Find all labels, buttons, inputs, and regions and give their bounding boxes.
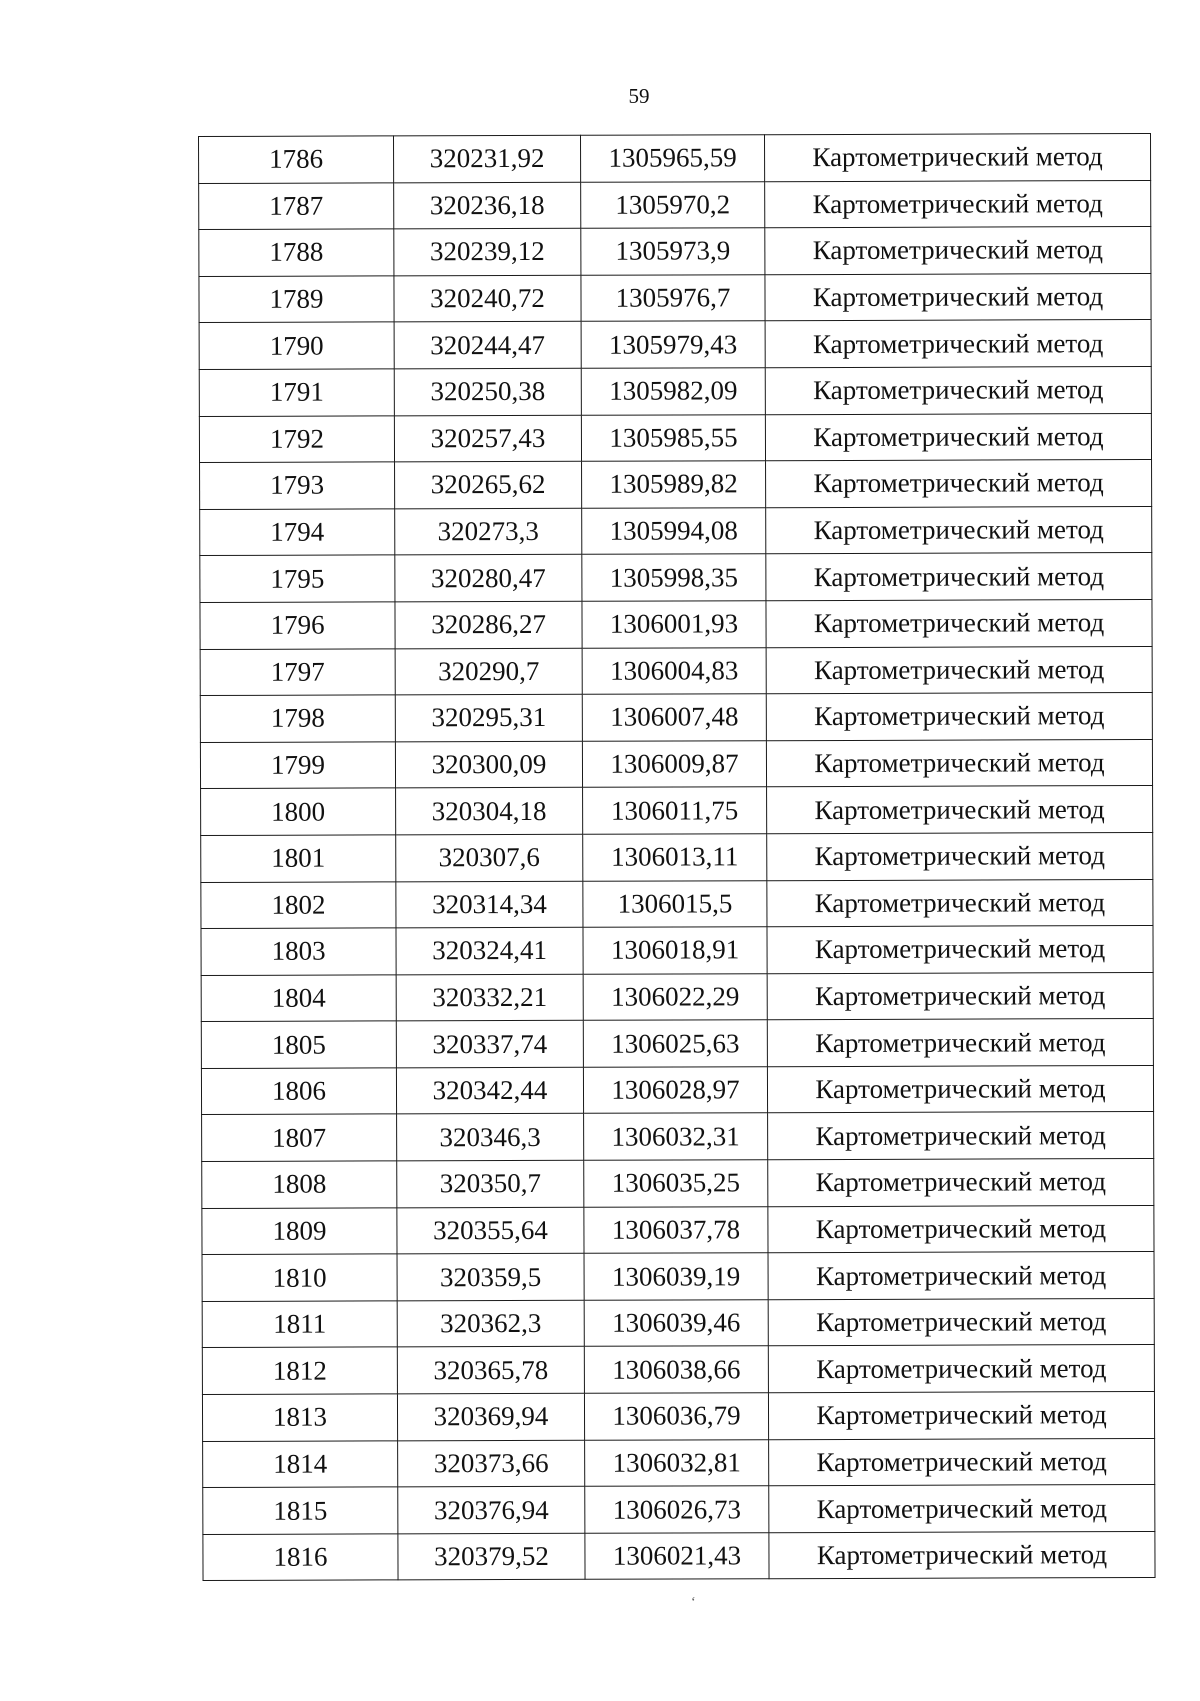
table-row [202,1298,1154,1348]
table-row [202,1345,1154,1395]
x-coordinate-cell: 320314,34 [396,881,583,928]
scan-mark: ‘ [691,1595,696,1610]
table-row [200,646,1152,696]
method-cell: Картометрический метод [765,366,1151,414]
x-coordinate-cell: 320265,62 [395,461,582,508]
x-coordinate-cell: 320257,43 [394,415,581,462]
y-coordinate-cell: 1306035,25 [584,1160,768,1207]
table-row [199,320,1151,370]
method-cell: Картометрический метод [767,1065,1153,1113]
point-number-cell: 1811 [202,1301,397,1348]
table-row [203,1531,1155,1581]
y-coordinate-cell: 1306009,87 [582,740,766,787]
x-coordinate-cell: 320362,3 [397,1300,584,1347]
x-coordinate-cell: 320300,09 [395,741,582,788]
x-coordinate-cell: 320350,7 [397,1160,584,1207]
table-row [199,273,1151,323]
y-coordinate-cell: 1305994,08 [582,507,766,554]
point-number-cell: 1796 [200,602,395,649]
point-number-cell: 1788 [199,229,394,276]
x-coordinate-cell: 320342,44 [396,1067,583,1114]
method-cell: Картометрический метод [767,972,1153,1020]
x-coordinate-cell: 320240,72 [394,275,581,322]
point-number-cell: 1786 [199,136,394,183]
table-row [201,1019,1153,1069]
y-coordinate-cell: 1306025,63 [583,1020,767,1067]
table-row [200,693,1152,743]
y-coordinate-cell: 1305982,09 [581,368,765,415]
y-coordinate-cell: 1306038,66 [584,1346,768,1393]
method-cell: Картометрический метод [766,599,1152,647]
point-number-cell: 1810 [202,1254,397,1301]
table-row [199,134,1151,184]
x-coordinate-cell: 320273,3 [395,508,582,555]
x-coordinate-cell: 320304,18 [396,788,583,835]
point-number-cell: 1789 [199,276,394,323]
method-cell: Картометрический метод [768,1298,1154,1346]
table-row [200,599,1152,649]
point-number-cell: 1814 [203,1441,398,1488]
point-number-cell: 1800 [201,788,396,835]
table-row [200,506,1152,556]
y-coordinate-cell: 1306018,91 [583,927,767,974]
point-number-cell: 1813 [202,1394,397,1441]
method-cell: Картометрический метод [767,879,1153,927]
y-coordinate-cell: 1306032,81 [585,1439,769,1486]
table-row [202,1159,1154,1209]
point-number-cell: 1794 [200,509,395,556]
x-coordinate-cell: 320332,21 [396,974,583,1021]
y-coordinate-cell: 1305998,35 [582,554,766,601]
method-cell: Картометрический метод [765,320,1151,368]
table-row [200,460,1152,510]
table-row [200,739,1152,789]
x-coordinate-cell: 320373,66 [398,1440,585,1487]
table-row [201,786,1153,836]
table-row [201,972,1153,1022]
y-coordinate-cell: 1306021,43 [585,1533,769,1580]
y-coordinate-cell: 1306028,97 [583,1067,767,1114]
x-coordinate-cell: 320239,12 [394,228,581,275]
x-coordinate-cell: 320307,6 [396,834,583,881]
y-coordinate-cell: 1306039,46 [584,1300,768,1347]
y-coordinate-cell: 1305973,9 [581,228,765,275]
method-cell: Картометрический метод [766,506,1152,554]
table-row [203,1485,1155,1535]
x-coordinate-cell: 320231,92 [394,135,581,182]
method-cell: Картометрический метод [765,180,1151,228]
x-coordinate-cell: 320290,7 [395,648,582,695]
x-coordinate-cell: 320376,94 [398,1487,585,1534]
y-coordinate-cell: 1306022,29 [583,973,767,1020]
y-coordinate-cell: 1306032,31 [584,1113,768,1160]
x-coordinate-cell: 320286,27 [395,601,582,648]
y-coordinate-cell: 1305965,59 [580,135,764,182]
y-coordinate-cell: 1305989,82 [582,461,766,508]
y-coordinate-cell: 1306004,83 [582,647,766,694]
method-cell: Картометрический метод [765,413,1151,461]
x-coordinate-cell: 320365,78 [397,1347,584,1394]
y-coordinate-cell: 1305970,2 [581,181,765,228]
coordinates-table-container [198,133,1156,1581]
method-cell: Картометрический метод [768,1112,1154,1160]
y-coordinate-cell: 1306007,48 [582,694,766,741]
table-row [201,879,1153,929]
point-number-cell: 1804 [201,975,396,1022]
y-coordinate-cell: 1306036,79 [584,1393,768,1440]
point-number-cell: 1803 [201,928,396,975]
method-cell: Картометрический метод [766,739,1152,787]
method-cell: Картометрический метод [768,1392,1154,1440]
x-coordinate-cell: 320379,52 [398,1533,585,1580]
table-row [199,413,1151,463]
method-cell: Картометрический метод [769,1531,1155,1579]
method-cell: Картометрический метод [768,1159,1154,1207]
table-row [200,553,1152,603]
point-number-cell: 1815 [203,1487,398,1534]
x-coordinate-cell: 320295,31 [395,694,582,741]
method-cell: Картометрический метод [768,1252,1154,1300]
y-coordinate-cell: 1306026,73 [585,1486,769,1533]
x-coordinate-cell: 320324,41 [396,927,583,974]
y-coordinate-cell: 1306039,19 [584,1253,768,1300]
point-number-cell: 1812 [202,1347,397,1394]
point-number-cell: 1799 [200,742,395,789]
point-number-cell: 1806 [201,1068,396,1115]
table-row [199,227,1151,277]
point-number-cell: 1791 [199,369,394,416]
table-row [199,180,1151,230]
method-cell: Картометрический метод [766,553,1152,601]
point-number-cell: 1809 [202,1208,397,1255]
method-cell: Картометрический метод [765,273,1151,321]
table-row [201,832,1153,882]
coordinates-table-body [199,134,1156,1581]
y-coordinate-cell: 1306015,5 [583,880,767,927]
method-cell: Картометрический метод [768,1205,1154,1253]
point-number-cell: 1807 [202,1114,397,1161]
method-cell: Картометрический метод [766,460,1152,508]
method-cell: Картометрический метод [764,134,1150,182]
y-coordinate-cell: 1305979,43 [581,321,765,368]
point-number-cell: 1801 [201,835,396,882]
point-number-cell: 1798 [200,695,395,742]
x-coordinate-cell: 320359,5 [397,1254,584,1301]
y-coordinate-cell: 1306011,75 [583,787,767,834]
method-cell: Картометрический метод [767,786,1153,834]
point-number-cell: 1790 [199,322,394,369]
x-coordinate-cell: 320369,94 [397,1393,584,1440]
y-coordinate-cell: 1305985,55 [581,414,765,461]
point-number-cell: 1793 [200,462,395,509]
point-number-cell: 1787 [199,182,394,229]
table-row [201,926,1153,976]
method-cell: Картометрический метод [768,1345,1154,1393]
y-coordinate-cell: 1306001,93 [582,601,766,648]
point-number-cell: 1816 [203,1534,398,1581]
point-number-cell: 1808 [202,1161,397,1208]
x-coordinate-cell: 320244,47 [394,322,581,369]
method-cell: Картометрический метод [766,693,1152,741]
point-number-cell: 1797 [200,648,395,695]
y-coordinate-cell: 1305976,7 [581,275,765,322]
x-coordinate-cell: 320250,38 [394,368,581,415]
x-coordinate-cell: 320355,64 [397,1207,584,1254]
coordinates-table [198,133,1156,1581]
point-number-cell: 1802 [201,881,396,928]
method-cell: Картометрический метод [767,1019,1153,1067]
x-coordinate-cell: 320337,74 [396,1021,583,1068]
table-row [202,1205,1154,1255]
point-number-cell: 1805 [201,1021,396,1068]
table-row [202,1112,1154,1162]
method-cell: Картометрический метод [767,926,1153,974]
point-number-cell: 1792 [199,415,394,462]
x-coordinate-cell: 320236,18 [394,182,581,229]
method-cell: Картометрический метод [769,1485,1155,1533]
method-cell: Картометрический метод [769,1438,1155,1486]
table-row [201,1065,1153,1115]
table-row [199,366,1151,416]
x-coordinate-cell: 320280,47 [395,555,582,602]
table-row [203,1438,1155,1488]
x-coordinate-cell: 320346,3 [397,1114,584,1161]
y-coordinate-cell: 1306013,11 [583,834,767,881]
method-cell: Картометрический метод [765,227,1151,275]
method-cell: Картометрический метод [766,646,1152,694]
method-cell: Картометрический метод [767,832,1153,880]
y-coordinate-cell: 1306037,78 [584,1206,768,1253]
table-row [202,1392,1154,1442]
point-number-cell: 1795 [200,555,395,602]
table-row [202,1252,1154,1302]
page-number: 59 [628,84,650,108]
